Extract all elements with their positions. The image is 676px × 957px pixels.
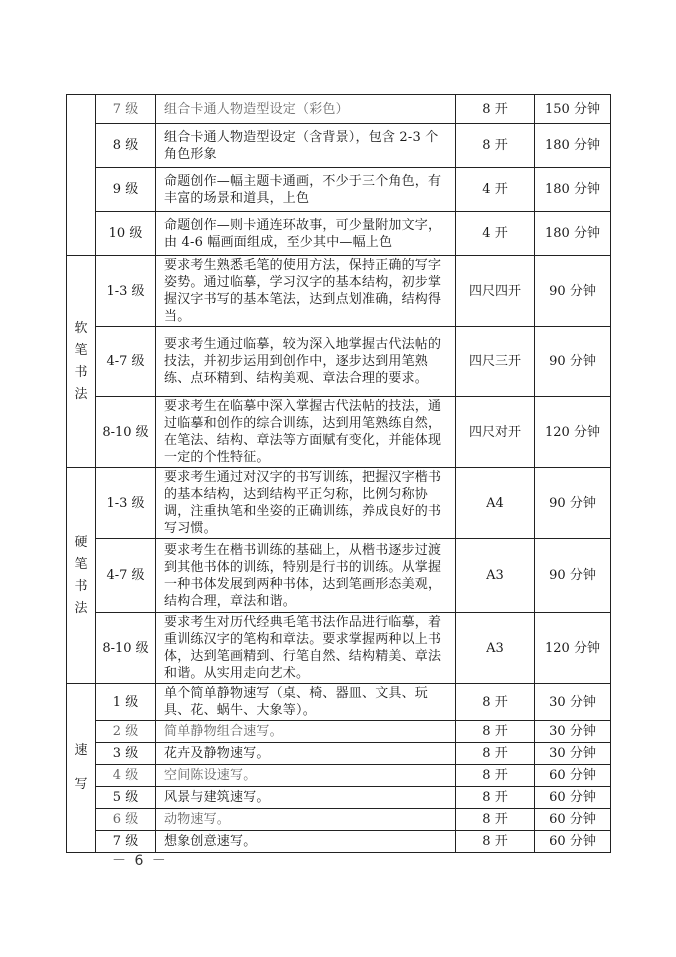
paper-size-cell: 8 开 xyxy=(456,765,535,787)
paper-size-cell: 8 开 xyxy=(456,809,535,831)
category-label: 速写 xyxy=(74,743,88,792)
page-number: － 6 － xyxy=(112,853,168,869)
description-cell: 要求考生在楷书训练的基础上，从楷书逐步过渡到其他书体的训练，特别是行书的训练。从掌握一种书体发展到两种书体，达到笔画形态美观，结构合理，章法和谐。 xyxy=(156,539,456,613)
duration-cell: 180 分钟 xyxy=(535,124,611,168)
duration-cell: 180 分钟 xyxy=(535,212,611,256)
paper-size-cell: 8 开 xyxy=(456,124,535,168)
level-cell: 2 级 xyxy=(96,721,156,743)
table-row xyxy=(67,256,611,327)
table-body xyxy=(67,95,611,853)
category-label: 软笔书法 xyxy=(74,320,88,402)
level-cell: 10 级 xyxy=(96,212,156,256)
paper-size-cell: 8 开 xyxy=(456,95,535,124)
paper-size-cell: 四尺对开 xyxy=(456,397,535,468)
description-cell: 要求考生对历代经典毛笔书法作品进行临摹，着重训练汉字的笔构和章法。要求掌握两种以上书体，达到笔画精到、行笔自然、结构精美、章法和谐。从实用走向艺术。 xyxy=(156,613,456,684)
description-cell: 组合卡通人物造型设定（彩色） xyxy=(156,95,456,124)
table-row xyxy=(67,168,611,212)
level-cell: 8-10 级 xyxy=(96,613,156,684)
description-cell: 组合卡通人物造型设定（含背景），包含 2-3 个角色形象 xyxy=(156,124,456,168)
level-cell: 8 级 xyxy=(96,124,156,168)
level-cell: 4-7 级 xyxy=(96,539,156,613)
category-cell xyxy=(67,95,96,256)
paper-size-cell: 8 开 xyxy=(456,684,535,721)
exam-level-table xyxy=(66,94,611,853)
duration-cell: 30 分钟 xyxy=(535,684,611,721)
duration-cell: 150 分钟 xyxy=(535,95,611,124)
table-row xyxy=(67,787,611,809)
paper-size-cell: 8 开 xyxy=(456,721,535,743)
paper-size-cell: 4 开 xyxy=(456,168,535,212)
paper-size-cell: A3 xyxy=(456,613,535,684)
description-cell: 要求考生在临摹中深入掌握古代法帖的技法，通过临摹和创作的综合训练，达到用笔熟练自然，在笔法、结构、章法等方面赋有变化，并能体现一定的个性特征。 xyxy=(156,397,456,468)
table-row xyxy=(67,95,611,124)
level-cell: 9 级 xyxy=(96,168,156,212)
level-cell: 1 级 xyxy=(96,684,156,721)
level-cell: 5 级 xyxy=(96,787,156,809)
description-cell: 简单静物组合速写。 xyxy=(156,721,456,743)
paper-size-cell: A3 xyxy=(456,539,535,613)
level-cell: 6 级 xyxy=(96,809,156,831)
duration-cell: 60 分钟 xyxy=(535,765,611,787)
level-cell: 3 级 xyxy=(96,743,156,765)
duration-cell: 30 分钟 xyxy=(535,721,611,743)
table-row xyxy=(67,765,611,787)
paper-size-cell: 四尺四开 xyxy=(456,256,535,327)
level-cell: 7 级 xyxy=(96,95,156,124)
table-row xyxy=(67,743,611,765)
paper-size-cell: 四尺三开 xyxy=(456,327,535,397)
paper-size-cell: 8 开 xyxy=(456,831,535,853)
category-cell xyxy=(67,256,96,468)
table-row xyxy=(67,468,611,539)
description-cell: 要求考生通过对汉字的书写训练，把握汉字楷书的基本结构，达到结构平正匀称，比例匀称协调，注重执笔和坐姿的正确训练，养成良好的书写习惯。 xyxy=(156,468,456,539)
table-row xyxy=(67,397,611,468)
duration-cell: 90 分钟 xyxy=(535,327,611,397)
table-row xyxy=(67,124,611,168)
description-cell: 动物速写。 xyxy=(156,809,456,831)
paper-size-cell: 8 开 xyxy=(456,787,535,809)
level-cell: 7 级 xyxy=(96,831,156,853)
duration-cell: 120 分钟 xyxy=(535,613,611,684)
level-cell: 4 级 xyxy=(96,765,156,787)
level-cell: 1-3 级 xyxy=(96,468,156,539)
duration-cell: 60 分钟 xyxy=(535,787,611,809)
level-cell: 8-10 级 xyxy=(96,397,156,468)
duration-cell: 90 分钟 xyxy=(535,256,611,327)
paper-size-cell: A4 xyxy=(456,468,535,539)
description-cell: 花卉及静物速写。 xyxy=(156,743,456,765)
duration-cell: 60 分钟 xyxy=(535,831,611,853)
paper-size-cell: 4 开 xyxy=(456,212,535,256)
table-row xyxy=(67,721,611,743)
description-cell: 想象创意速写。 xyxy=(156,831,456,853)
description-cell: 要求考生通过临摹，较为深入地掌握古代法帖的技法，并初步运用到创作中，逐步达到用笔熟练、点环精到、结构美观、章法合理的要求。 xyxy=(156,327,456,397)
table-row xyxy=(67,327,611,397)
duration-cell: 30 分钟 xyxy=(535,743,611,765)
duration-cell: 180 分钟 xyxy=(535,168,611,212)
category-cell xyxy=(67,684,96,853)
category-cell xyxy=(67,468,96,684)
duration-cell: 90 分钟 xyxy=(535,468,611,539)
paper-size-cell: 8 开 xyxy=(456,743,535,765)
description-cell: 要求考生熟悉毛笔的使用方法，保持正确的写字姿势。通过临摹，学习汉字的基本结构，初步掌握汉字书写的基本笔法，达到点划准确，结构得当。 xyxy=(156,256,456,327)
table-row xyxy=(67,684,611,721)
duration-cell: 60 分钟 xyxy=(535,809,611,831)
description-cell: 风景与建筑速写。 xyxy=(156,787,456,809)
description-cell: 命题创作—幅主题卡通画，不少于三个角色，有丰富的场景和道具，上色 xyxy=(156,168,456,212)
table-row xyxy=(67,212,611,256)
duration-cell: 120 分钟 xyxy=(535,397,611,468)
description-cell: 空间陈设速写。 xyxy=(156,765,456,787)
duration-cell: 90 分钟 xyxy=(535,539,611,613)
description-cell: 单个简单静物速写（桌、椅、器皿、文具、玩具、花、蜗牛、大象等）。 xyxy=(156,684,456,721)
category-label: 硬笔书法 xyxy=(74,534,88,616)
description-cell: 命题创作—则卡通连环故事，可少量附加文字，由 4-6 幅画面组成，至少其中—幅上色 xyxy=(156,212,456,256)
level-cell: 1-3 级 xyxy=(96,256,156,327)
table-row xyxy=(67,539,611,613)
level-cell: 4-7 级 xyxy=(96,327,156,397)
table-row xyxy=(67,613,611,684)
table-row xyxy=(67,809,611,831)
